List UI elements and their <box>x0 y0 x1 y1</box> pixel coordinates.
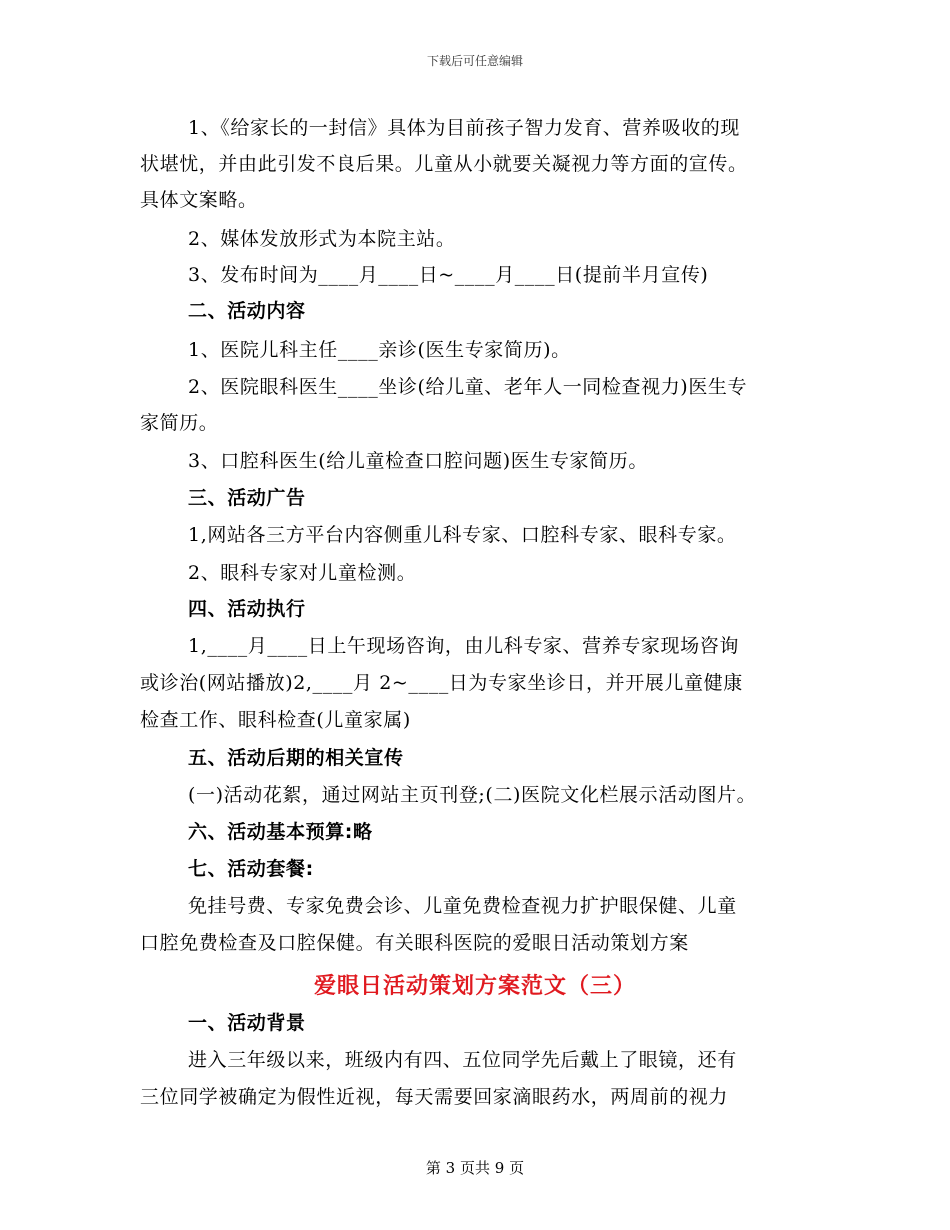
text-line: 三位同学被确定为假性近视，每天需要回家滴眼药水，两周前的视力 <box>140 1086 729 1108</box>
text-line: 具体文案略。 <box>140 189 258 211</box>
text-line: 2、眼科专家对儿童检测。 <box>188 562 417 584</box>
text-line: 2、医院眼科医生____坐诊(给儿童、老年人一同检查视力)医生专 <box>188 376 748 398</box>
section-heading: 一、活动背景 <box>188 1012 306 1034</box>
page-footer: 第 3 页共 9 页 <box>425 1159 525 1177</box>
text-line: 1、医院儿科主任____亲诊(医生专家简历)。 <box>188 339 571 361</box>
text-line: 2、媒体发放形式为本院主站。 <box>188 228 456 250</box>
page-header: 下载后可任意编辑 <box>426 54 523 68</box>
text-line: (一)活动花絮，通过网站主页刊登;(二)医院文化栏展示活动图片。 <box>188 784 757 806</box>
text-line: 3、口腔科医生(给儿童检查口腔问题)医生专家简历。 <box>188 450 648 472</box>
text-line: 1,网站各三方平台内容侧重儿科专家、口腔科专家、眼科专家。 <box>188 524 737 546</box>
text-line: 或诊治(网站播放)2,____月 2~____日为专家坐诊日，并开展儿童健康 <box>140 672 743 694</box>
text-line: 3、发布时间为____月____日~____月____日(提前半月宣传) <box>188 264 709 286</box>
text-line: 检查工作、眼科检查(儿童家属) <box>140 709 411 731</box>
text-line: 免挂号费、专家免费会诊、儿童免费检查视力扩护眼保健、儿童 <box>188 895 737 917</box>
text-line: 1、《给家长的一封信》具体为目前孩子智力发育、营养吸收的现 <box>188 117 740 139</box>
section-heading: 五、活动后期的相关宣传 <box>188 747 404 769</box>
text-line: 1,____月____日上午现场咨询，由儿科专家、营养专家现场咨询 <box>188 635 739 657</box>
section-heading: 七、活动套餐: <box>188 858 314 880</box>
text-line: 状堪忧，并由此引发不良后果。儿童从小就要关凝视力等方面的宣传。 <box>140 153 748 175</box>
section-heading: 四、活动执行 <box>188 598 306 620</box>
text-line: 进入三年级以来，班级内有四、五位同学先后戴上了眼镜，还有 <box>188 1049 737 1071</box>
section-heading: 二、活动内容 <box>188 300 306 322</box>
section-title: 爱眼日活动策划方案范文（三） <box>313 974 636 999</box>
text-line: 口腔免费检查及口腔保健。有关眼科医院的爱眼日活动策划方案 <box>140 932 689 954</box>
section-heading: 六、活动基本预算:略 <box>188 821 373 843</box>
text-line: 家简历。 <box>140 412 219 434</box>
section-heading: 三、活动广告 <box>188 487 306 509</box>
